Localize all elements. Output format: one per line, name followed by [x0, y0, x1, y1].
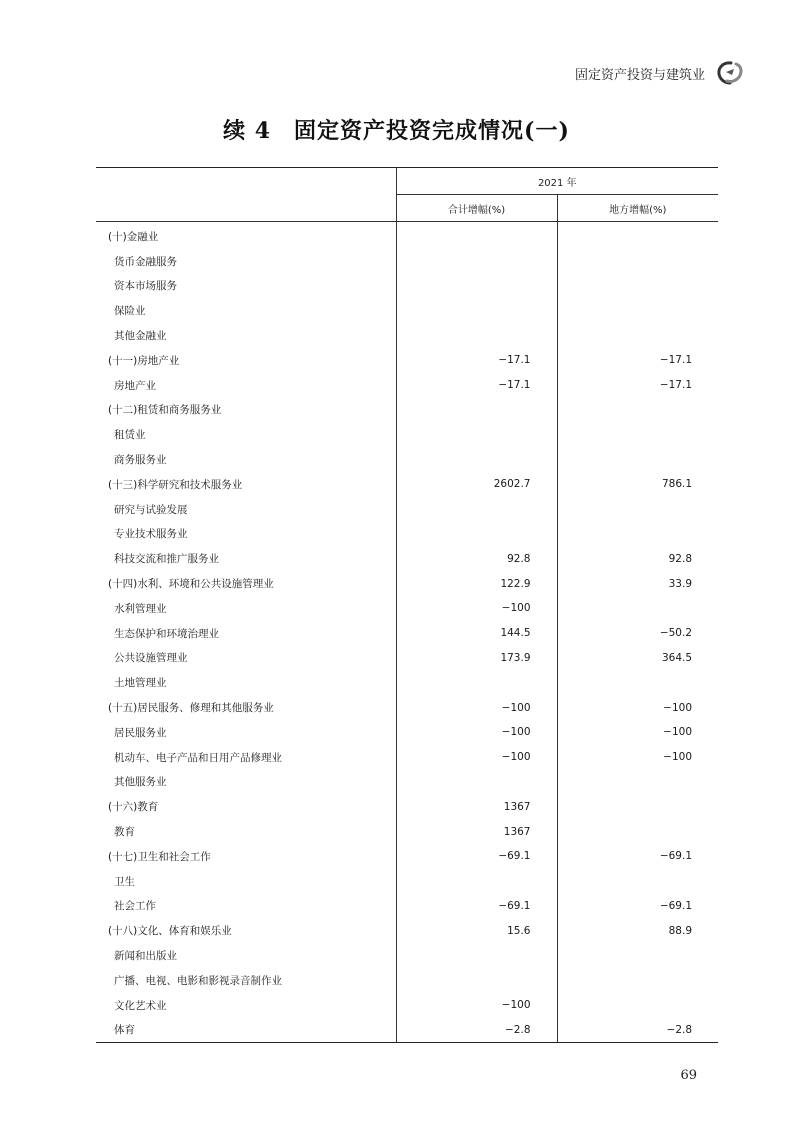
- local-growth-cell: [557, 596, 718, 621]
- local-growth-cell: −69.1: [557, 844, 718, 869]
- table-row: [96, 993, 718, 1018]
- data-table: [96, 167, 718, 1043]
- local-growth-cell: [557, 794, 718, 819]
- total-growth-cell: −17.1: [396, 348, 557, 373]
- total-growth-cell: [396, 497, 557, 522]
- row-label: (十四)水利、环境和公共设施管理业: [108, 578, 274, 591]
- total-growth-cell: [396, 422, 557, 447]
- total-growth-cell: 173.9: [396, 646, 557, 671]
- local-growth-cell: [557, 249, 718, 274]
- page-number: 69: [680, 1068, 697, 1083]
- row-label: (十五)居民服务、修理和其他服务业: [108, 702, 274, 715]
- total-growth-cell: 15.6: [396, 918, 557, 943]
- row-label: 生态保护和环境治理业: [114, 627, 219, 640]
- row-label: 其他金融业: [114, 330, 167, 343]
- row-label: (十七)卫生和社会工作: [108, 850, 211, 863]
- local-growth-cell: [557, 819, 718, 844]
- local-growth-cell: 33.9: [557, 571, 718, 596]
- table-row: [96, 695, 718, 720]
- table-row: [96, 298, 718, 323]
- total-growth-cell: 2602.7: [396, 472, 557, 497]
- total-growth-cell: −100: [396, 695, 557, 720]
- local-growth-cell: −17.1: [557, 373, 718, 398]
- total-growth-cell: −100: [396, 720, 557, 745]
- row-label: (十二)租赁和商务服务业: [108, 404, 222, 417]
- running-header: 固定资产投资与建筑业: [574, 68, 705, 83]
- local-growth-cell: −100: [557, 745, 718, 770]
- row-label: 土地管理业: [114, 677, 167, 690]
- row-label: 体育: [96, 1018, 396, 1043]
- total-growth-cell: [396, 670, 557, 695]
- row-label: 专业技术服务业: [114, 528, 188, 541]
- local-growth-cell: [557, 670, 718, 695]
- local-growth-cell: [557, 522, 718, 547]
- column-header-local: 地方增幅(%): [557, 195, 718, 222]
- row-label: 商务服务业: [114, 454, 167, 467]
- row-label: 新闻和出版业: [114, 950, 177, 962]
- total-growth-cell: [396, 447, 557, 472]
- local-growth-cell: −2.8: [557, 1018, 718, 1043]
- table-row: [96, 348, 718, 373]
- total-growth-cell: [396, 274, 557, 299]
- table-row: [96, 274, 718, 299]
- table-row: [96, 422, 718, 447]
- total-growth-cell: [396, 522, 557, 547]
- total-growth-cell: −100: [396, 596, 557, 621]
- total-growth-cell: [396, 323, 557, 348]
- total-growth-cell: [396, 249, 557, 274]
- local-growth-cell: −100: [557, 695, 718, 720]
- total-growth-cell: −100: [396, 745, 557, 770]
- total-growth-cell: [396, 968, 557, 993]
- table-row: [96, 522, 718, 547]
- table-row: [96, 398, 718, 423]
- table-row: [96, 596, 718, 621]
- year-header: 2021 年: [396, 168, 718, 195]
- local-growth-cell: 92.8: [557, 546, 718, 571]
- local-growth-cell: 88.9: [557, 918, 718, 943]
- table-row: [96, 497, 718, 522]
- table-row: [96, 249, 718, 274]
- table-row: [96, 869, 718, 894]
- table-row: [96, 670, 718, 695]
- table-body: [96, 222, 718, 1043]
- row-label: 卫生: [114, 875, 135, 888]
- table-row: [96, 621, 718, 646]
- local-growth-cell: [557, 298, 718, 323]
- table-row: [96, 819, 718, 844]
- local-growth-cell: [557, 323, 718, 348]
- total-growth-cell: [396, 869, 557, 894]
- local-growth-cell: [557, 398, 718, 423]
- row-label: 货币金融服务: [114, 255, 177, 268]
- row-label: 租赁业: [114, 429, 146, 442]
- label-column-header: [96, 168, 396, 222]
- row-label: 公共设施管理业: [114, 652, 188, 665]
- local-growth-cell: −17.1: [557, 348, 718, 373]
- total-growth-cell: 1367: [396, 794, 557, 819]
- local-growth-cell: [557, 993, 718, 1018]
- table-row: [96, 968, 718, 993]
- row-label: (十六)教育: [108, 801, 159, 814]
- total-growth-cell: 1367: [396, 819, 557, 844]
- row-label: (十一)房地产业: [108, 354, 180, 367]
- row-label: (十)金融业: [108, 230, 159, 243]
- local-growth-cell: [557, 222, 718, 249]
- total-growth-cell: [396, 398, 557, 423]
- table-row: [96, 546, 718, 571]
- local-growth-cell: −69.1: [557, 894, 718, 919]
- local-growth-cell: [557, 447, 718, 472]
- table-row: [96, 472, 718, 497]
- table-row: [96, 720, 718, 745]
- total-growth-cell: [396, 770, 557, 795]
- table-row: [96, 794, 718, 819]
- row-label: 房地产业: [114, 379, 156, 392]
- local-growth-cell: [557, 422, 718, 447]
- row-label: 研究与试验发展: [114, 503, 188, 516]
- total-growth-cell: 144.5: [396, 621, 557, 646]
- local-growth-cell: 364.5: [557, 646, 718, 671]
- table-row: [96, 943, 718, 968]
- total-growth-cell: −69.1: [396, 844, 557, 869]
- local-growth-cell: [557, 497, 718, 522]
- row-label: 水利管理业: [114, 602, 167, 615]
- page-title: 续 4 固定资产投资完成情况(一): [223, 118, 570, 144]
- investment-table: [96, 167, 718, 1043]
- row-label: 教育: [114, 826, 135, 839]
- local-growth-cell: [557, 274, 718, 299]
- row-label: (十八)文化、体育和娱乐业: [108, 925, 232, 938]
- table-row: [96, 918, 718, 943]
- table-row: [96, 770, 718, 795]
- total-growth-cell: −69.1: [396, 894, 557, 919]
- table-row: [96, 222, 718, 249]
- row-label: 社会工作: [114, 900, 156, 913]
- local-growth-cell: −100: [557, 720, 718, 745]
- total-growth-cell: [396, 222, 557, 249]
- row-label: 文化艺术业: [114, 999, 167, 1012]
- row-label: 科技交流和推广服务业: [114, 553, 219, 566]
- total-growth-cell: 122.9: [396, 571, 557, 596]
- table-row: [96, 646, 718, 671]
- total-growth-cell: [396, 943, 557, 968]
- local-growth-cell: [557, 869, 718, 894]
- local-growth-cell: 786.1: [557, 472, 718, 497]
- row-label: 机动车、电子产品和日用产品修理业: [114, 751, 282, 764]
- chapter-logo-icon: [715, 60, 745, 86]
- local-growth-cell: [557, 968, 718, 993]
- row-label: 居民服务业: [114, 726, 167, 739]
- table-row: [96, 894, 718, 919]
- row-label: 资本市场服务: [114, 280, 177, 293]
- table-row: [96, 844, 718, 869]
- row-label: 广播、电视、电影和影视录音制作业: [114, 974, 282, 987]
- total-growth-cell: [396, 298, 557, 323]
- total-growth-cell: −100: [396, 993, 557, 1018]
- local-growth-cell: −50.2: [557, 621, 718, 646]
- table-row: [96, 323, 718, 348]
- table-row: [96, 447, 718, 472]
- local-growth-cell: [557, 943, 718, 968]
- table-row: [96, 373, 718, 398]
- row-label: (十三)科学研究和技术服务业: [108, 478, 243, 491]
- column-header-total: 合计增幅(%): [396, 195, 557, 222]
- total-growth-cell: −2.8: [396, 1018, 557, 1043]
- total-growth-cell: 92.8: [396, 546, 557, 571]
- table-row: [96, 745, 718, 770]
- table-row: [96, 571, 718, 596]
- table-row: [96, 1018, 718, 1043]
- total-growth-cell: −17.1: [396, 373, 557, 398]
- row-label: 保险业: [114, 305, 146, 318]
- row-label: 其他服务业: [114, 776, 167, 789]
- header-row-year: [96, 168, 718, 195]
- local-growth-cell: [557, 770, 718, 795]
